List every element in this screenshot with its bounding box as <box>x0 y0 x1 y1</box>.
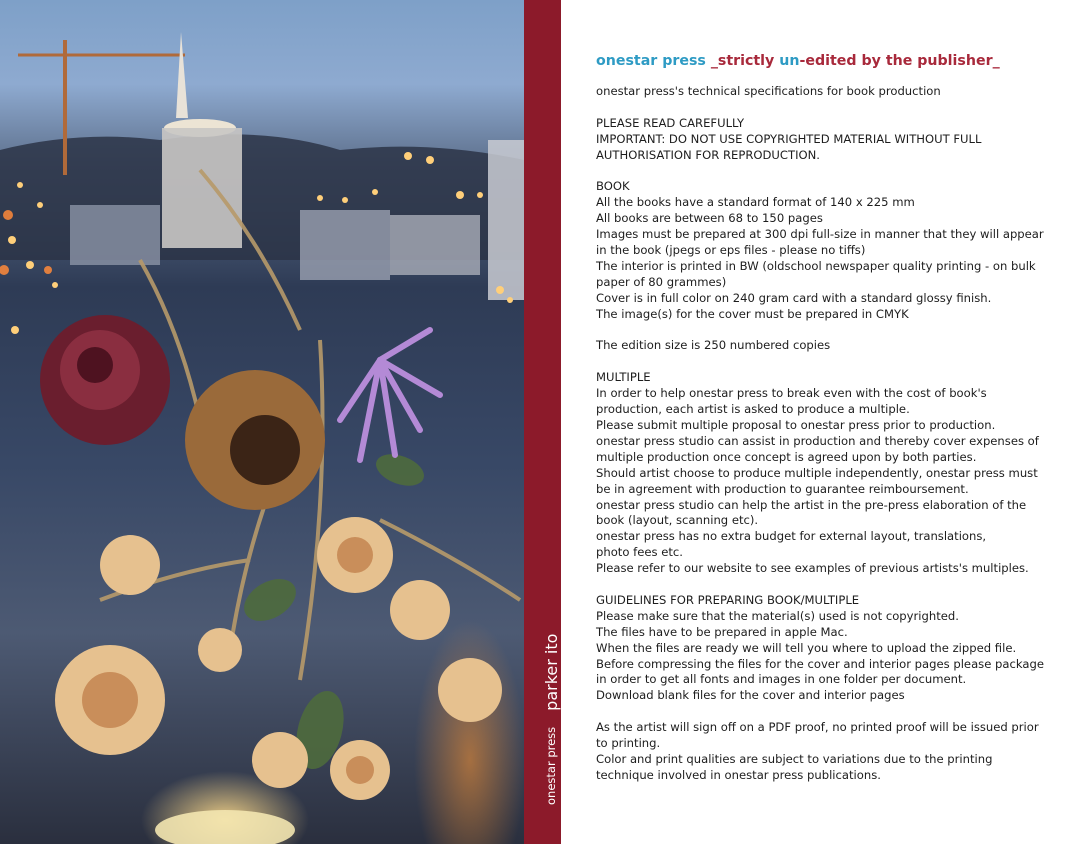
cover-photo <box>0 0 524 844</box>
guidelines-section-title: GUIDELINES FOR PREPARING BOOK/MULTIPLE <box>596 592 860 607</box>
dried-flowers-cityscape-illustration <box>0 0 524 844</box>
heading-brand: onestar press <box>596 53 706 69</box>
guidelines-line: Please make sure that the material(s) used is not copyrighted. <box>596 608 959 623</box>
spine-publisher: onestar press <box>543 726 558 805</box>
book-line: Cover is in full color on 240 gram card with a standard glossy finish. <box>596 290 992 305</box>
book-line: Images must be prepared at 300 dpi full-size in manner that they will appear in the book (jpegs or eps files - please no tiffs) <box>596 227 1044 258</box>
multiple-line: photo fees etc. <box>596 545 683 560</box>
back-cover-text <box>596 52 1048 784</box>
multiple-line: onestar press studio can help the artist in the pre-press elaboration of the book (layout, scanning etc). <box>596 497 1027 528</box>
multiple-line: onestar press studio can assist in production and thereby cover expenses of multiple production once concept is agreed upon by both parties. <box>596 433 1039 464</box>
multiple-line: Should artist choose to produce multiple independently, onestar press must be in agreement with production to guarantee reimboursement. <box>596 465 1038 496</box>
guidelines-line: Download blank files for the cover and interior pages <box>596 688 905 703</box>
warning-important: IMPORTANT: DO NOT USE COPYRIGHTED MATERIAL WITHOUT FULL AUTHORISATION FOR REPRODUCTION. <box>596 131 982 162</box>
guidelines-line: Before compressing the files for the cover and interior pages please package in order to get all fonts and images in one folder per document. <box>596 656 1044 687</box>
multiple-line: Please submit multiple proposal to onestar press prior to production. <box>596 417 996 432</box>
edition-text: The edition size is 250 numbered copies <box>596 338 831 353</box>
book-line: All books are between 68 to 150 pages <box>596 211 823 226</box>
multiple-line: Please refer to our website to see examples of previous artists's multiples. <box>596 561 1029 576</box>
multiple-section-title: MULTIPLE <box>596 370 651 385</box>
heading-part3: -edited by the publisher_ <box>799 53 1000 69</box>
intro-text: onestar press's technical specifications for book production <box>596 84 941 98</box>
specifications <box>596 84 1048 784</box>
book-line: The image(s) for the cover must be prepared in CMYK <box>596 306 909 321</box>
closing-line: Color and print qualities are subject to variations due to the printing technique involved in onestar press publications. <box>596 751 993 782</box>
book-section-title: BOOK <box>596 179 630 194</box>
book-line: All the books have a standard format of 140 x 225 mm <box>596 195 915 210</box>
spine-artist: parker ito <box>541 633 561 711</box>
guidelines-line: The files have to be prepared in apple Mac. <box>596 624 848 639</box>
page-heading <box>596 52 1048 70</box>
book-line: The interior is printed in BW (oldschool newspaper quality printing - on bulk paper of 80 grammes) <box>596 258 1036 289</box>
warning-title: PLEASE READ CAREFULLY <box>596 115 745 130</box>
heading-part1: _strictly <box>705 53 780 69</box>
guidelines-line: When the files are ready we will tell you where to upload the zipped file. <box>596 640 1017 655</box>
multiple-line: onestar press has no extra budget for external layout, translations, <box>596 529 987 544</box>
heading-part2: un <box>779 53 800 69</box>
spine-label <box>543 634 560 805</box>
multiple-line: In order to help onestar press to break even with the cost of book's production, each artist is asked to produce a multiple. <box>596 386 987 417</box>
closing-line: As the artist will sign off on a PDF proof, no printed proof will be issued prior to printing. <box>596 720 1039 751</box>
